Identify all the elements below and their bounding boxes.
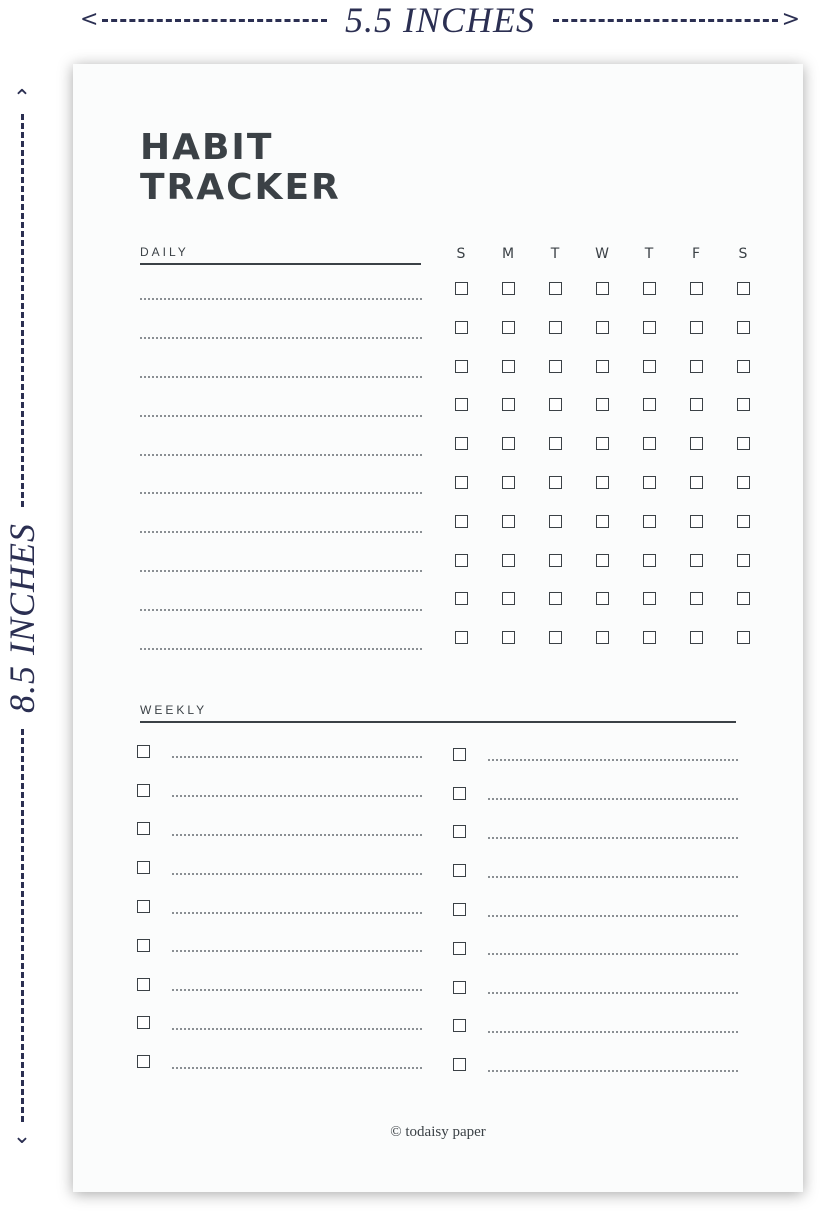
checkbox-icon[interactable] xyxy=(455,631,468,644)
day-label: T xyxy=(550,246,560,262)
checkbox-icon[interactable] xyxy=(549,398,562,411)
day-checkbox-cell xyxy=(488,437,528,450)
habit-write-line[interactable] xyxy=(172,834,422,836)
height-dimension xyxy=(2,88,42,1148)
day-checkbox-group xyxy=(441,476,763,489)
checkbox-icon[interactable] xyxy=(502,476,515,489)
day-checkbox-group xyxy=(441,282,763,295)
day-checkbox-cell xyxy=(441,437,481,450)
checkbox-icon[interactable] xyxy=(737,515,750,528)
day-checkbox-group xyxy=(441,437,763,450)
day-checkbox-cell xyxy=(582,360,622,373)
day-checkbox-group xyxy=(441,592,763,605)
checkbox-icon[interactable] xyxy=(502,437,515,450)
checkbox-icon[interactable] xyxy=(137,978,150,991)
daily-habit-row xyxy=(140,505,740,544)
daily-habit-row xyxy=(140,544,740,583)
habit-write-line[interactable] xyxy=(488,798,738,800)
checkbox-icon[interactable] xyxy=(502,321,515,334)
checkbox-icon[interactable] xyxy=(502,631,515,644)
day-checkbox-cell xyxy=(629,360,669,373)
habit-write-line[interactable] xyxy=(140,492,422,494)
checkbox-icon[interactable] xyxy=(455,476,468,489)
checkbox-icon[interactable] xyxy=(690,631,703,644)
day-checkbox-group xyxy=(441,398,763,411)
checkbox-icon[interactable] xyxy=(737,554,750,567)
checkbox-icon[interactable] xyxy=(643,360,656,373)
checkbox-icon[interactable] xyxy=(453,1058,466,1071)
checkbox-icon[interactable] xyxy=(643,321,656,334)
day-checkbox-cell xyxy=(441,398,481,411)
daily-habit-row xyxy=(140,350,740,389)
weekly-column-right xyxy=(453,735,738,1084)
weekly-habit-row xyxy=(137,732,422,771)
habit-write-line[interactable] xyxy=(140,454,422,456)
checkbox-icon[interactable] xyxy=(690,476,703,489)
checkbox-icon[interactable] xyxy=(737,476,750,489)
checkbox-icon[interactable] xyxy=(137,900,150,913)
day-checkbox-cell xyxy=(488,282,528,295)
habit-write-line[interactable] xyxy=(488,1031,738,1033)
arrow-down-icon: ⌄ xyxy=(12,1124,32,1149)
day-checkbox-cell xyxy=(629,321,669,334)
checkbox-icon[interactable] xyxy=(596,515,609,528)
day-checkbox-cell xyxy=(629,554,669,567)
checkbox-icon[interactable] xyxy=(453,825,466,838)
day-checkbox-cell xyxy=(535,554,575,567)
checkbox-icon[interactable] xyxy=(455,282,468,295)
width-label: 5.5 INCHES xyxy=(345,0,535,40)
checkbox-icon[interactable] xyxy=(549,631,562,644)
day-checkbox-cell xyxy=(488,360,528,373)
day-checkbox-cell xyxy=(441,360,481,373)
daily-habit-list xyxy=(140,272,740,660)
planner-sheet xyxy=(73,64,803,1192)
day-checkbox-cell xyxy=(582,321,622,334)
checkbox-icon[interactable] xyxy=(596,321,609,334)
checkbox-icon[interactable] xyxy=(643,631,656,644)
checkbox-icon[interactable] xyxy=(455,554,468,567)
checkbox-icon[interactable] xyxy=(455,360,468,373)
weekly-habit-row xyxy=(137,887,422,926)
habit-write-line[interactable] xyxy=(488,876,738,878)
title-line-2: TRACKER xyxy=(140,167,341,208)
checkbox-icon[interactable] xyxy=(137,784,150,797)
day-checkbox-group xyxy=(441,360,763,373)
habit-write-line[interactable] xyxy=(172,989,422,991)
habit-write-line[interactable] xyxy=(140,376,422,378)
checkbox-icon[interactable] xyxy=(137,861,150,874)
checkbox-icon[interactable] xyxy=(737,282,750,295)
day-checkbox-cell xyxy=(676,476,716,489)
checkbox-icon[interactable] xyxy=(502,360,515,373)
day-checkbox-cell xyxy=(582,476,622,489)
habit-write-line[interactable] xyxy=(488,1070,738,1072)
checkbox-icon[interactable] xyxy=(596,554,609,567)
checkbox-icon[interactable] xyxy=(549,476,562,489)
daily-habit-row xyxy=(140,311,740,350)
checkbox-icon[interactable] xyxy=(549,554,562,567)
day-checkbox-cell xyxy=(582,631,622,644)
habit-write-line[interactable] xyxy=(172,950,422,952)
habit-write-line[interactable] xyxy=(488,915,738,917)
checkbox-icon[interactable] xyxy=(737,398,750,411)
habit-write-line[interactable] xyxy=(172,1028,422,1030)
day-checkbox-cell xyxy=(723,282,763,295)
checkbox-icon[interactable] xyxy=(137,1055,150,1068)
day-checkbox-cell xyxy=(535,398,575,411)
habit-write-line[interactable] xyxy=(172,873,422,875)
habit-write-line[interactable] xyxy=(140,648,422,650)
day-checkbox-cell xyxy=(488,631,528,644)
daily-habit-row xyxy=(140,621,740,660)
weekly-section-label: WEEKLY xyxy=(140,703,208,717)
checkbox-icon[interactable] xyxy=(643,554,656,567)
checkbox-icon[interactable] xyxy=(596,631,609,644)
day-checkbox-cell xyxy=(441,592,481,605)
day-checkbox-cell xyxy=(629,282,669,295)
checkbox-icon[interactable] xyxy=(137,745,150,758)
arrow-right-icon: > xyxy=(781,7,800,32)
day-checkbox-cell xyxy=(441,476,481,489)
checkbox-icon[interactable] xyxy=(737,321,750,334)
dimension-dash-line xyxy=(553,19,778,22)
habit-write-line[interactable] xyxy=(140,298,422,300)
day-checkbox-cell xyxy=(488,321,528,334)
checkbox-icon[interactable] xyxy=(549,282,562,295)
width-dimension xyxy=(80,0,800,40)
day-label: S xyxy=(456,246,466,262)
day-checkbox-cell xyxy=(629,592,669,605)
checkbox-icon[interactable] xyxy=(502,282,515,295)
checkbox-icon[interactable] xyxy=(643,282,656,295)
day-checkbox-cell xyxy=(582,515,622,528)
weekday-header xyxy=(441,246,763,266)
checkbox-icon[interactable] xyxy=(596,360,609,373)
checkbox-icon[interactable] xyxy=(137,939,150,952)
checkbox-icon[interactable] xyxy=(596,437,609,450)
habit-write-line[interactable] xyxy=(140,415,422,417)
checkbox-icon[interactable] xyxy=(455,592,468,605)
checkbox-icon[interactable] xyxy=(502,515,515,528)
checkbox-icon[interactable] xyxy=(737,592,750,605)
day-checkbox-cell xyxy=(441,515,481,528)
habit-write-line[interactable] xyxy=(140,609,422,611)
daily-section-label: DAILY xyxy=(140,245,189,259)
weekly-rule xyxy=(140,721,736,723)
checkbox-icon[interactable] xyxy=(690,554,703,567)
checkbox-icon[interactable] xyxy=(549,515,562,528)
day-checkbox-cell xyxy=(676,631,716,644)
day-label: T xyxy=(644,246,654,262)
day-checkbox-cell xyxy=(582,437,622,450)
day-checkbox-group xyxy=(441,631,763,644)
height-label: 8.5 INCHES xyxy=(2,523,42,713)
day-checkbox-group xyxy=(441,554,763,567)
weekly-habit-row xyxy=(137,965,422,1004)
checkbox-icon[interactable] xyxy=(643,437,656,450)
day-checkbox-cell xyxy=(441,321,481,334)
day-checkbox-cell xyxy=(441,631,481,644)
daily-habit-row xyxy=(140,427,740,466)
day-checkbox-cell xyxy=(488,592,528,605)
day-checkbox-cell xyxy=(629,398,669,411)
weekly-column-left xyxy=(137,732,422,1081)
checkbox-icon[interactable] xyxy=(690,360,703,373)
checkbox-icon[interactable] xyxy=(596,398,609,411)
checkbox-icon[interactable] xyxy=(643,398,656,411)
weekly-habit-row xyxy=(453,774,738,813)
habit-write-line[interactable] xyxy=(140,337,422,339)
habit-write-line[interactable] xyxy=(140,531,422,533)
day-checkbox-cell xyxy=(676,321,716,334)
checkbox-icon[interactable] xyxy=(453,903,466,916)
arrow-up-icon: ⌃ xyxy=(12,86,32,111)
day-checkbox-cell xyxy=(723,592,763,605)
day-checkbox-cell xyxy=(535,631,575,644)
weekly-habit-row xyxy=(137,810,422,849)
checkbox-icon[interactable] xyxy=(502,554,515,567)
day-checkbox-cell xyxy=(535,360,575,373)
checkbox-icon[interactable] xyxy=(596,282,609,295)
title-line-1: HABIT xyxy=(140,127,274,168)
checkbox-icon[interactable] xyxy=(690,321,703,334)
day-checkbox-cell xyxy=(723,360,763,373)
habit-write-line[interactable] xyxy=(140,570,422,572)
habit-write-line[interactable] xyxy=(172,756,422,758)
day-checkbox-cell xyxy=(582,554,622,567)
day-checkbox-cell xyxy=(535,476,575,489)
habit-write-line[interactable] xyxy=(488,837,738,839)
checkbox-icon[interactable] xyxy=(643,476,656,489)
habit-write-line[interactable] xyxy=(488,992,738,994)
weekly-habit-row xyxy=(453,851,738,890)
checkbox-icon[interactable] xyxy=(453,981,466,994)
day-checkbox-cell xyxy=(676,398,716,411)
day-checkbox-cell xyxy=(441,282,481,295)
checkbox-icon[interactable] xyxy=(455,515,468,528)
checkbox-icon[interactable] xyxy=(549,592,562,605)
dimension-dash-line xyxy=(21,729,24,1122)
day-checkbox-cell xyxy=(676,515,716,528)
day-label: W xyxy=(595,246,609,262)
day-checkbox-cell xyxy=(723,631,763,644)
checkbox-icon[interactable] xyxy=(455,437,468,450)
day-checkbox-cell xyxy=(676,437,716,450)
dimension-dash-line xyxy=(21,114,24,507)
day-checkbox-group xyxy=(441,321,763,334)
day-checkbox-cell xyxy=(723,321,763,334)
day-checkbox-cell xyxy=(441,554,481,567)
daily-rule xyxy=(140,263,421,265)
day-checkbox-cell xyxy=(723,515,763,528)
day-checkbox-cell xyxy=(629,515,669,528)
day-checkbox-cell xyxy=(582,398,622,411)
weekly-habit-row xyxy=(453,1007,738,1046)
day-checkbox-group xyxy=(441,515,763,528)
day-checkbox-cell xyxy=(488,398,528,411)
daily-habit-row xyxy=(140,272,740,311)
weekly-habit-row xyxy=(453,929,738,968)
checkbox-icon[interactable] xyxy=(690,592,703,605)
habit-write-line[interactable] xyxy=(172,912,422,914)
day-checkbox-cell xyxy=(676,282,716,295)
checkbox-icon[interactable] xyxy=(137,822,150,835)
day-checkbox-cell xyxy=(676,360,716,373)
page-title xyxy=(140,128,341,208)
checkbox-icon[interactable] xyxy=(690,437,703,450)
weekly-habit-row xyxy=(137,1004,422,1043)
checkbox-icon[interactable] xyxy=(455,321,468,334)
checkbox-icon[interactable] xyxy=(737,631,750,644)
weekly-habit-row xyxy=(453,1045,738,1084)
checkbox-icon[interactable] xyxy=(453,1019,466,1032)
checkbox-icon[interactable] xyxy=(453,748,466,761)
day-checkbox-cell xyxy=(629,631,669,644)
habit-write-line[interactable] xyxy=(488,953,738,955)
checkbox-icon[interactable] xyxy=(549,321,562,334)
day-checkbox-cell xyxy=(535,592,575,605)
weekly-habit-row xyxy=(453,968,738,1007)
dimension-dash-line xyxy=(102,19,327,22)
day-checkbox-cell xyxy=(488,515,528,528)
arrow-left-icon: < xyxy=(80,7,99,32)
habit-write-line[interactable] xyxy=(172,795,422,797)
checkbox-icon[interactable] xyxy=(549,360,562,373)
checkbox-icon[interactable] xyxy=(455,398,468,411)
day-checkbox-cell xyxy=(723,554,763,567)
checkbox-icon[interactable] xyxy=(453,942,466,955)
day-label: S xyxy=(738,246,748,262)
day-checkbox-cell xyxy=(723,398,763,411)
checkbox-icon[interactable] xyxy=(690,282,703,295)
checkbox-icon[interactable] xyxy=(643,515,656,528)
day-checkbox-cell xyxy=(629,437,669,450)
footer-credit: © todaisy paper xyxy=(390,1124,486,1140)
checkbox-icon[interactable] xyxy=(643,592,656,605)
checkbox-icon[interactable] xyxy=(502,592,515,605)
weekly-habit-row xyxy=(137,926,422,965)
checkbox-icon[interactable] xyxy=(453,864,466,877)
weekly-habit-row xyxy=(453,890,738,929)
day-checkbox-cell xyxy=(676,592,716,605)
checkbox-icon[interactable] xyxy=(737,360,750,373)
checkbox-icon[interactable] xyxy=(737,437,750,450)
weekly-habit-row xyxy=(137,848,422,887)
checkbox-icon[interactable] xyxy=(137,1016,150,1029)
habit-write-line[interactable] xyxy=(172,1067,422,1069)
daily-habit-row xyxy=(140,582,740,621)
day-checkbox-cell xyxy=(629,476,669,489)
day-label: F xyxy=(691,246,701,262)
day-checkbox-cell xyxy=(488,476,528,489)
day-checkbox-cell xyxy=(535,515,575,528)
weekly-habit-row xyxy=(137,1042,422,1081)
weekly-habit-row xyxy=(453,813,738,852)
checkbox-icon[interactable] xyxy=(502,398,515,411)
day-checkbox-cell xyxy=(535,437,575,450)
checkbox-icon[interactable] xyxy=(453,787,466,800)
day-checkbox-cell xyxy=(582,282,622,295)
habit-write-line[interactable] xyxy=(488,759,738,761)
checkbox-icon[interactable] xyxy=(596,592,609,605)
day-checkbox-cell xyxy=(535,282,575,295)
weekly-habit-row xyxy=(137,771,422,810)
checkbox-icon[interactable] xyxy=(690,398,703,411)
day-checkbox-cell xyxy=(723,476,763,489)
day-checkbox-cell xyxy=(582,592,622,605)
day-checkbox-cell xyxy=(535,321,575,334)
daily-habit-row xyxy=(140,466,740,505)
day-checkbox-cell xyxy=(723,437,763,450)
checkbox-icon[interactable] xyxy=(549,437,562,450)
checkbox-icon[interactable] xyxy=(690,515,703,528)
day-label: M xyxy=(501,246,515,262)
daily-habit-row xyxy=(140,388,740,427)
checkbox-icon[interactable] xyxy=(596,476,609,489)
day-checkbox-cell xyxy=(488,554,528,567)
day-checkbox-cell xyxy=(676,554,716,567)
weekly-habit-row xyxy=(453,735,738,774)
